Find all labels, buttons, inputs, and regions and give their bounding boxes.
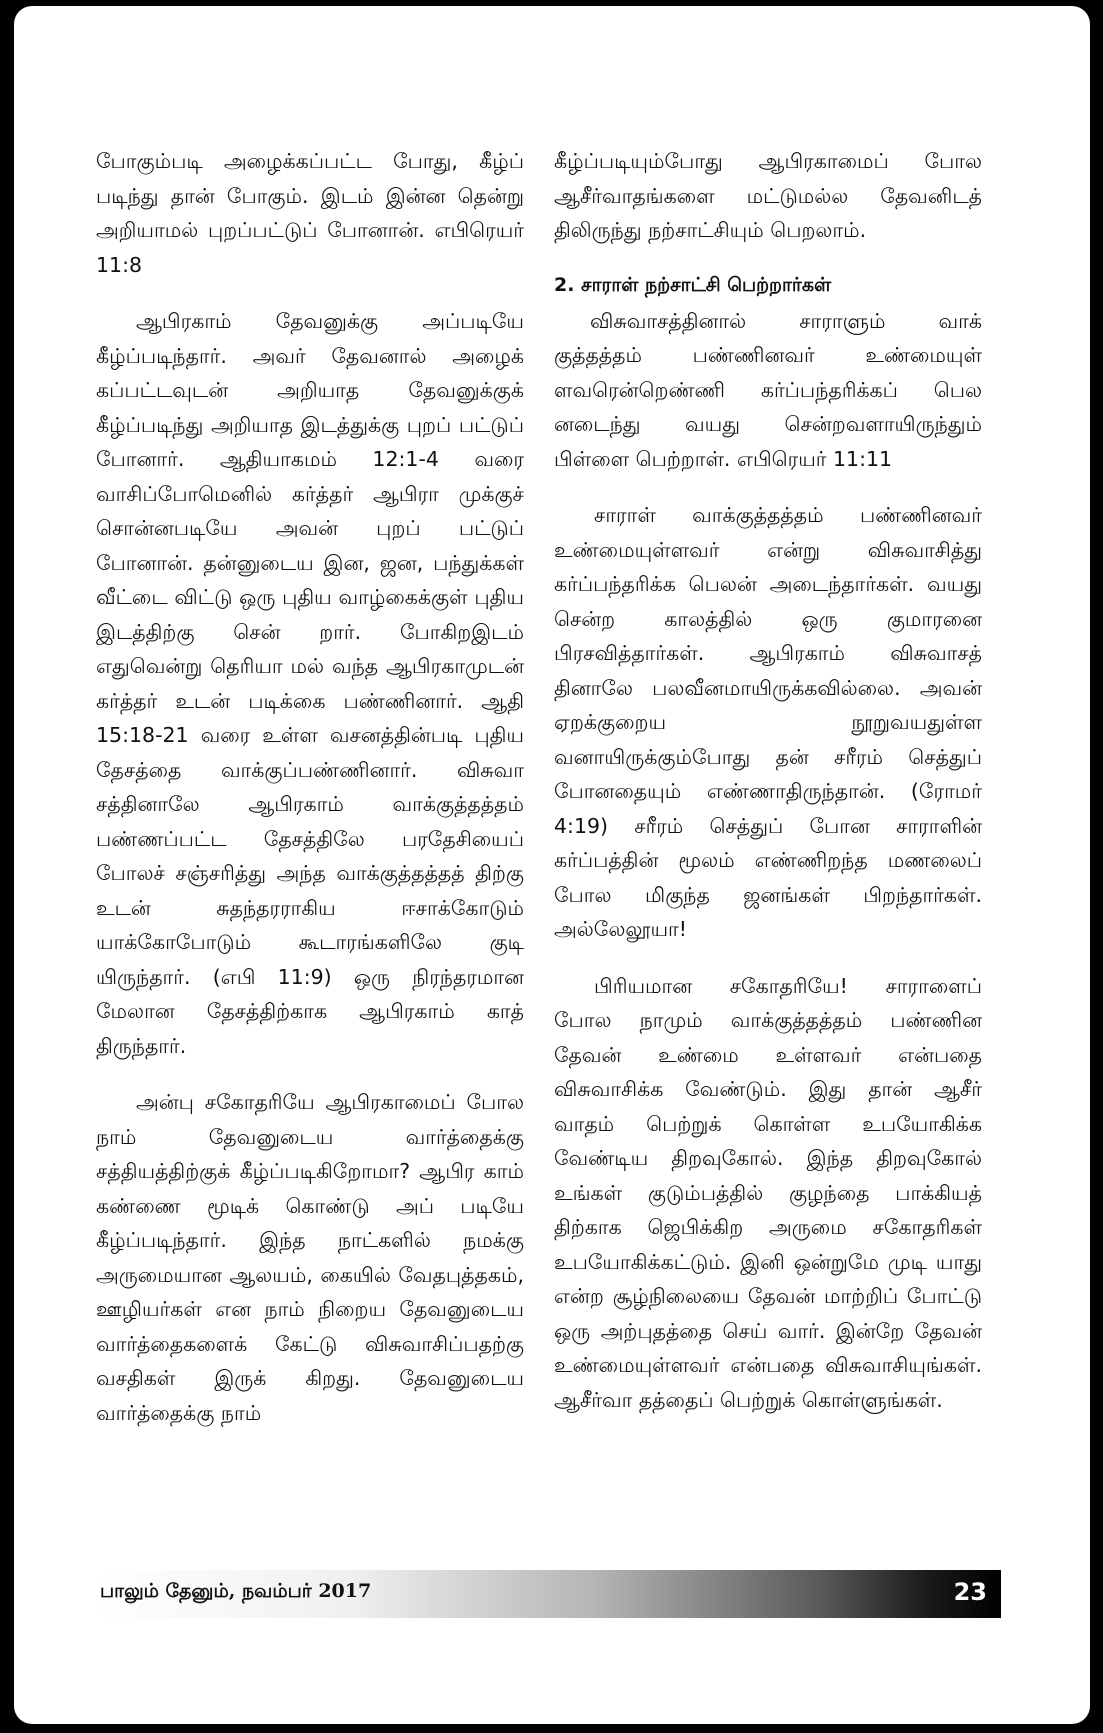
paragraph: விசுவாசத்தினால் சாராளும் வாக் குத்தத்தம் பண்ணினவர் உண்மையுள் ளவரென்றெண்ணி கர்ப்பந்தரிக்கப் பெல னடைந்து வயது சென்றவளாயிருந்தும் பிள்ளை பெற்றாள். எபிரெயர் 11:11 — [554, 308, 982, 471]
paragraph: கீழ்ப்படியும்போது ஆபிரகாமைப் போல ஆசீர்வாதங்களை மட்டுமல்ல தேவனிடத் திலிருந்து நற்சாட்சியும் பெறலாம். — [554, 149, 982, 242]
paragraph: ஆபிரகாம் தேவனுக்கு அப்படியே கீழ்ப்படிந்தார். அவர் தேவனால் அழைக் கப்பட்டவுடன் அறியாத தேவனுக்குக் கீழ்ப்படிந்து அறியாத இடத்துக்கு புறப் பட்டுப் போனார். ஆதியாகமம் 12:1-4 வரை வாசிப்போமெனில் கர்த்தர் ஆபிரா முக்குச் சொன்னபடியே அவன் புறப் பட்டுப் போனான். தன்னுடைய இன, ஜன, பந்துக்கள் வீட்டை விட்டு ஒரு புதிய வாழ்கைக்குள் புதிய இடத்திற்கு சென் றார். போகிறஇடம் எதுவென்று தெரியா மல் வந்த ஆபிரகாமுடன் கர்த்தர் உடன் படிக்கை பண்ணினார். ஆதி 15:18-21 வரை உள்ள வசனத்தின்படி புதிய தேசத்தை வாக்குப்பண்ணினார். விசுவா சத்தினாலே ஆபிரகாம் வாக்குத்தத்தம் பண்ணப்பட்ட தேசத்திலே பரதேசியைப் போலச் சஞ்சரித்து அந்த வாக்குத்தத்தத் திற்கு உடன் சுதந்தரராகிய ஈசாக்கோடும் யாக்கோபோடும் கூடாரங்களிலே குடி யிருந்தார். (எபி 11:9) ஒரு நிரந்தரமான மேலான தேசத்திற்காக ஆபிரகாம் காத் திருந்தார். — [96, 309, 524, 1058]
magazine-title: பாலும் தேனும், நவம்பர் 2017 — [100, 1580, 372, 1602]
left-column — [96, 144, 524, 1430]
paragraph: போகும்படி அழைக்கப்பட்ட போது, கீழ்ப் படிந்து தான் போகும். இடம் இன்ன தென்று அறியாமல் புறப்பட்டுப் போனான். எபிரெயர் 11:8 — [96, 149, 524, 277]
page-number: 23 — [953, 1578, 987, 1606]
paragraph: பிரியமான சகோதரியே! சாராளைப் போல நாமும் வாக்குத்தத்தம் பண்ணின தேவன் உண்மை உள்ளவர் என்பதை விசுவாசிக்க வேண்டும். இது தான் ஆசீர் வாதம் பெற்றுக் கொள்ள உபயோகிக்க வேண்டிய திறவுகோல். இந்த திறவுகோல் உங்கள் குடும்பத்தில் குழந்தை பாக்கியத் திற்காக ஜெபிக்கிற அருமை சகோதரிகள் உபயோகிக்கட்டும். இனி ஒன்றுமே முடி யாது என்ற சூழ்நிலையை தேவன் மாற்றிப் போட்டு ஒரு அற்புதத்தை செய் வார். இன்றே தேவன் உண்மையுள்ளவர் என்பதை விசுவாசியுங்கள். ஆசீர்வா தத்தைப் பெற்றுக் கொள்ளுங்கள். — [554, 973, 982, 1412]
section-heading: 2. சாராள் நற்சாட்சி பெற்றார்கள் — [554, 273, 832, 296]
paragraph: சாராள் வாக்குத்தத்தம் பண்ணினவர் உண்மையுள்ளவர் என்று விசுவாசித்து கர்ப்பந்தரிக்க பெலன் அடைந்தார்கள். வயது சென்ற காலத்தில் ஒரு குமாரனை பிரசவித்தார்கள். ஆபிரகாம் விசுவாசத் தினாலே பலவீனமாயிருக்கவில்லை. அவன் ஏறக்குறைய நூறுவயதுள்ள வனாயிருக்கும்போது தன் சரீரம் செத்துப் போனதையும் எண்ணாதிருந்தான். (ரோமர் 4:19) சரீரம் செத்துப் போன சாராளின் கர்ப்பத்தின் மூலம் எண்ணிறந்த மணலைப் போல மிகுந்த ஜனங்கள் பிறந்தார்கள். அல்லேலூயா! — [554, 503, 982, 941]
right-column — [554, 144, 982, 1417]
footer-bar — [96, 1570, 1001, 1618]
page — [14, 6, 1090, 1724]
paragraph: அன்பு சகோதரியே ஆபிரகாமைப் போல நாம் தேவனுடைய வார்த்தைக்கு சத்தியத்திற்குக் கீழ்ப்படிகிறோமா? ஆபிர காம் கண்ணை மூடிக் கொண்டு அப் படியே கீழ்ப்படிந்தார். இந்த நாட்களில் நமக்கு அருமையான ஆலயம், கையில் வேதபுத்தகம், ஊழியர்கள் என நாம் நிறைய தேவனுடைய வார்த்தைகளைக் கேட்டு விசுவாசிப்பதற்கு வசதிகள் இருக் கிறது. தேவனுடைய வார்த்தைக்கு நாம் — [96, 1090, 524, 1425]
